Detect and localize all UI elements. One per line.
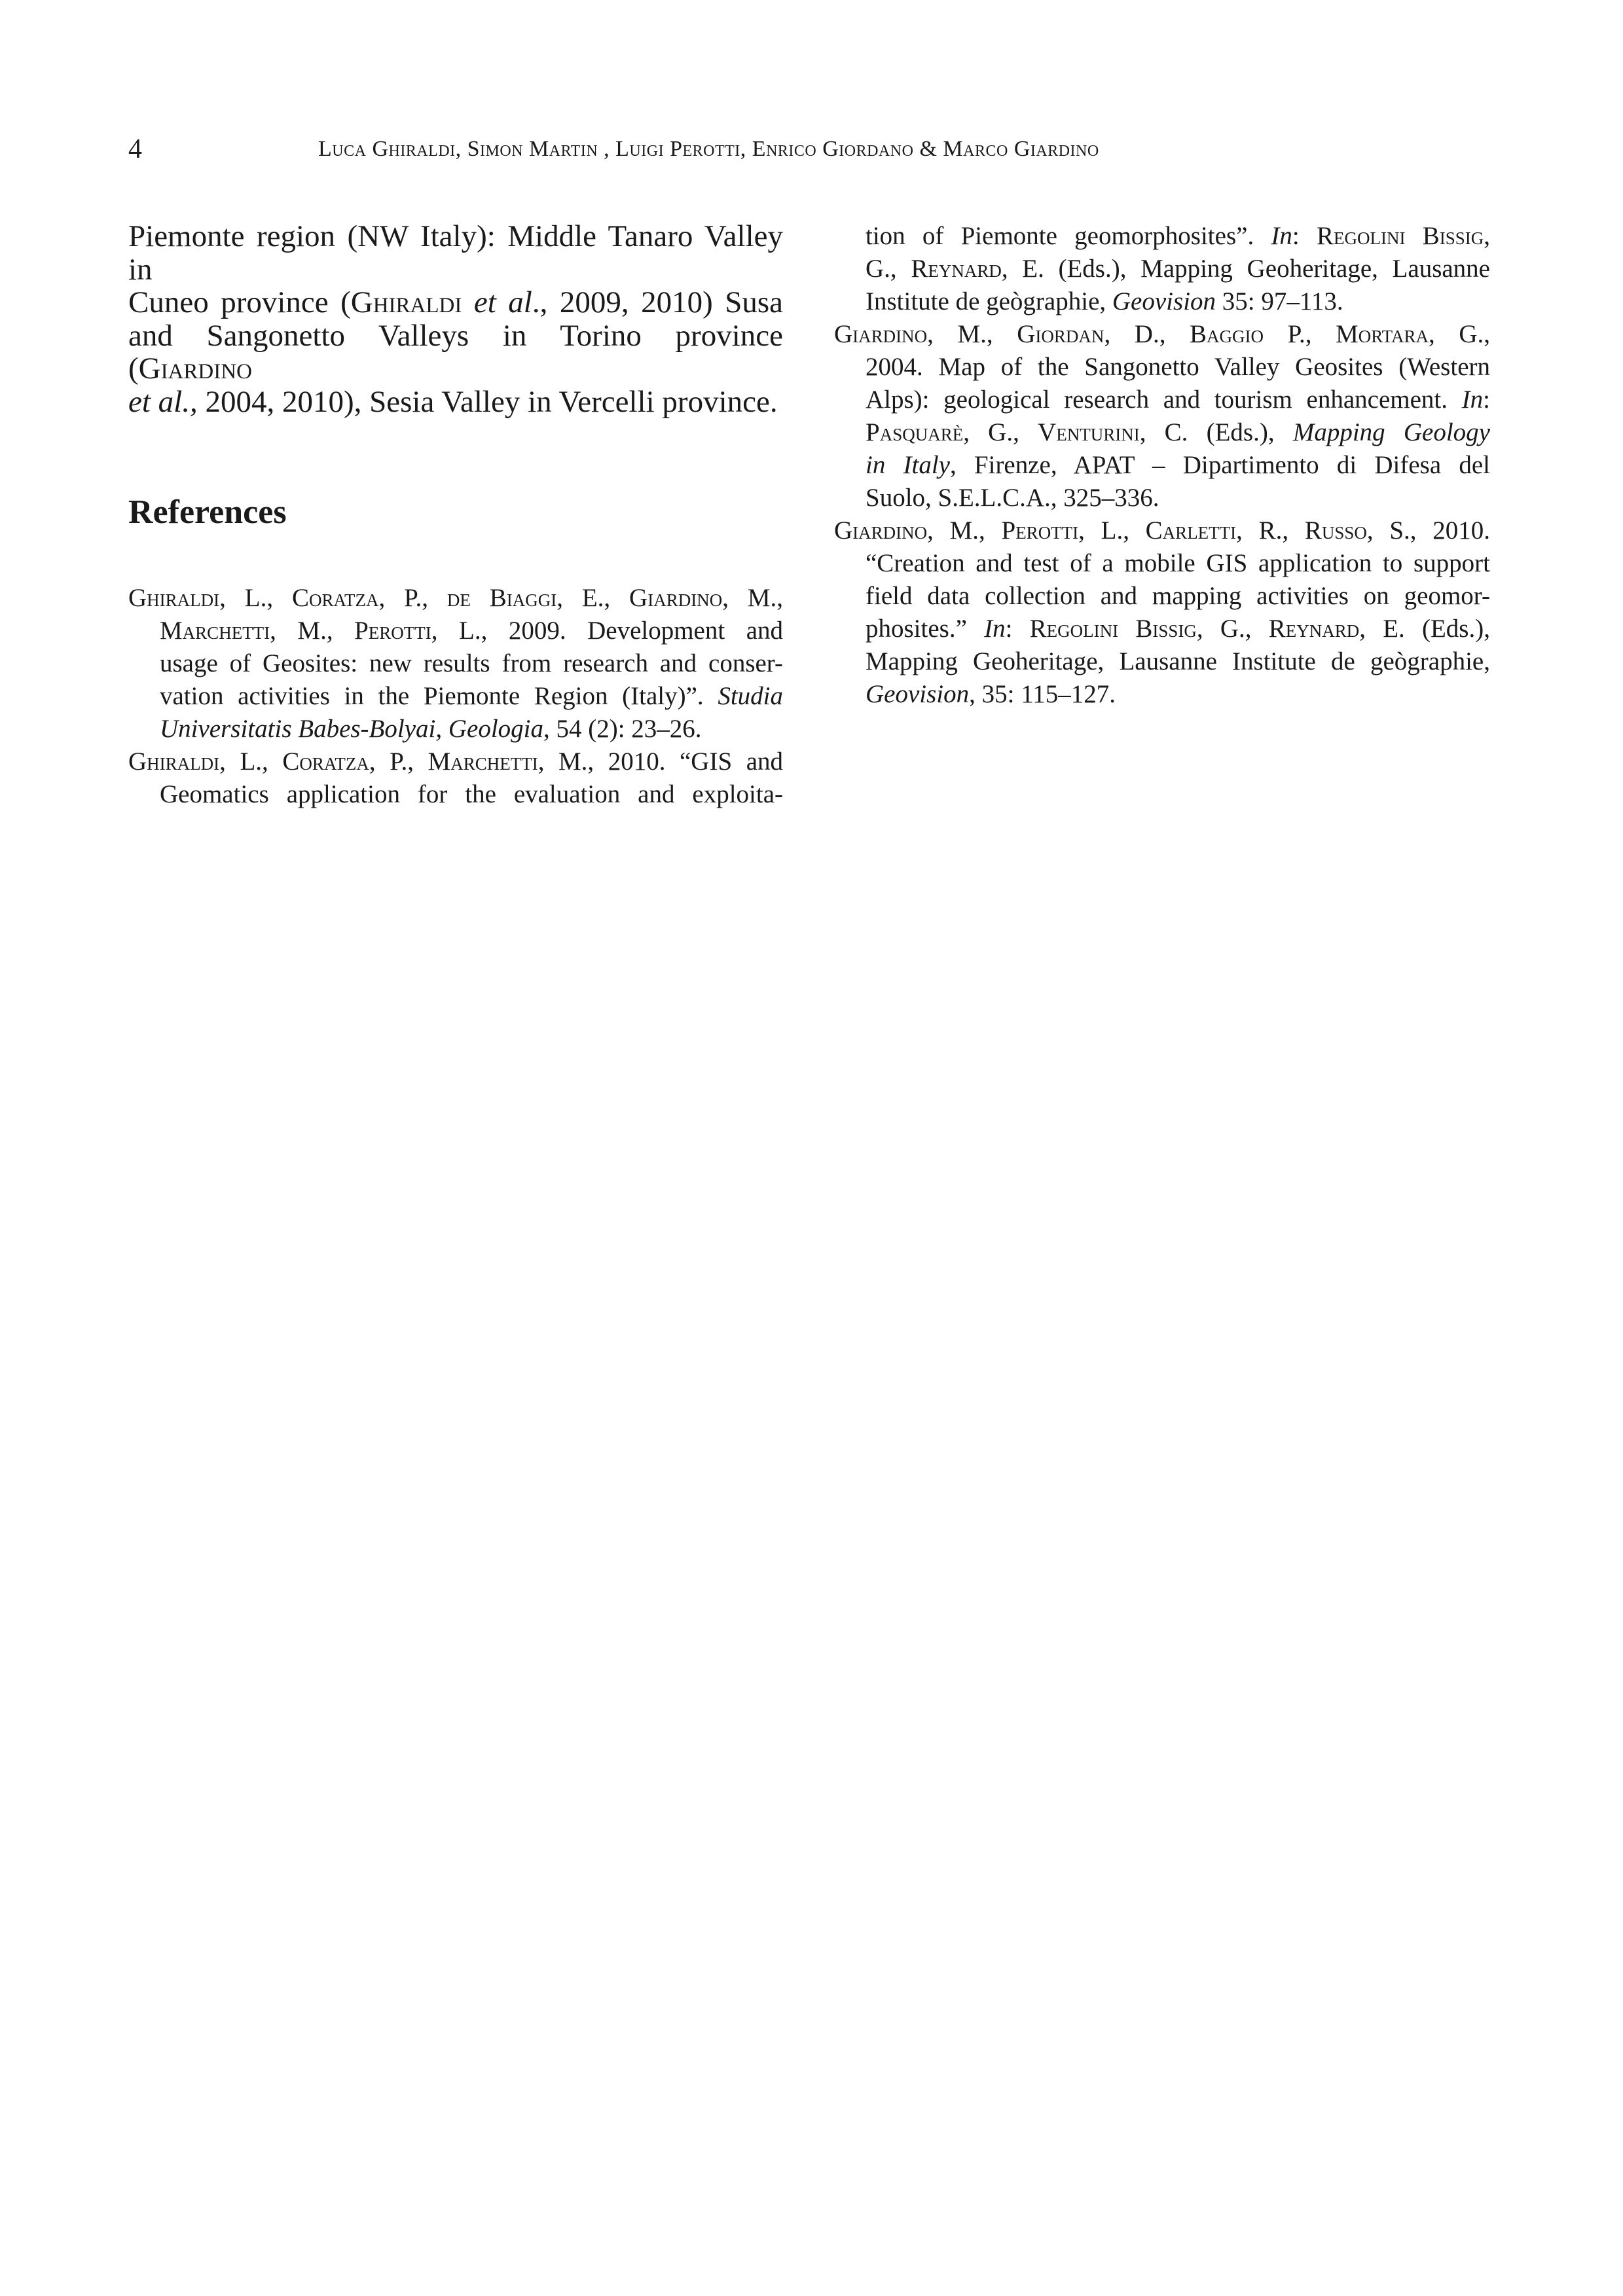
intro-paragraph [128, 220, 783, 418]
reference-text: , Firenze, APAT – Dipartimento di Difesa del [949, 451, 1490, 479]
reference-line [834, 318, 1490, 351]
reference-text: field data collection and mapping activities on geomor- [866, 582, 1490, 610]
reference-entry [834, 220, 1490, 318]
reference-line [834, 220, 1490, 253]
reference-text: , L., [219, 747, 283, 776]
reference-text: , M., [927, 320, 1017, 348]
author-name: Pasquarè [866, 418, 964, 446]
author-name: Ghiraldi [128, 747, 220, 776]
author-name: Regolini Bissig [1029, 615, 1197, 643]
reference-text: Geomatics application for the evaluation and exploita- [160, 780, 783, 808]
reference-text: , P., [369, 747, 428, 776]
page-number: 4 [128, 134, 142, 164]
author-name: Coratza [282, 747, 369, 776]
author-name: Russo [1304, 516, 1367, 545]
reference-line [128, 615, 783, 647]
reference-text: , 54 (2): 23–26. [543, 715, 702, 743]
reference-text: Universitatis Babes-Bolyai, Geologia [160, 715, 543, 743]
reference-line [834, 613, 1490, 645]
author-name: Coratza [291, 584, 379, 612]
running-head-authors: Luca Ghiraldi, Simon Martin , Luigi Perotti, Enrico Giordano & Marco Giardino [318, 137, 1099, 161]
reference-entry [128, 582, 783, 745]
reference-text: : [1483, 386, 1490, 414]
reference-text: , S., 2010. [1366, 516, 1490, 545]
reference-text: , G., [1428, 320, 1490, 348]
reference-text: In [1271, 222, 1292, 250]
reference-text: phosites.” [866, 615, 985, 643]
reference-line [834, 384, 1490, 416]
reference-text: In [984, 615, 1006, 643]
reference-text: tion of Piemonte geomorphosites”. [866, 222, 1271, 250]
reference-entry [834, 318, 1490, 514]
reference-text: , M., 2010. “GIS and [538, 747, 783, 776]
reference-text: , L., 2009. Development and [431, 617, 784, 645]
reference-text: P., [1264, 320, 1336, 348]
reference-text: , M., [270, 617, 355, 645]
reference-text: Geovision [1112, 287, 1216, 315]
reference-text: 2004. Map of the Sangonetto Valley Geosites (Western [866, 353, 1490, 381]
reference-line [128, 582, 783, 615]
author-name: Giordan [1017, 320, 1104, 348]
reference-line [834, 645, 1490, 678]
reference-text: in Italy [866, 451, 950, 479]
reference-text: , M., [927, 516, 1002, 545]
reference-text: , D., [1104, 320, 1190, 348]
reference-text: Geovision [866, 680, 970, 708]
reference-text: : [1292, 222, 1317, 250]
intro-line: and Sangonetto Valleys in Torino province (Giardino [128, 318, 783, 386]
reference-line [128, 778, 783, 811]
reference-text: , G., [1196, 615, 1269, 643]
left-column [128, 220, 783, 811]
reference-text: , M., [722, 584, 784, 612]
reference-text: Alps): geological research and tourism enhancement. [866, 386, 1462, 414]
reference-text: “Creation and test of a mobile GIS application to support [866, 549, 1490, 577]
author-name: de Biaggi [447, 584, 557, 612]
reference-text: , C. (Eds.), [1139, 418, 1293, 446]
reference-line [834, 678, 1490, 711]
author-name: Mortara [1336, 320, 1429, 348]
reference-line [834, 285, 1490, 318]
reference-entry [834, 514, 1490, 711]
author-name: Reynard [1268, 615, 1360, 643]
reference-list-right [834, 220, 1490, 711]
reference-text: Studia [718, 682, 783, 710]
reference-text: G., [866, 255, 911, 283]
author-name: Ghiraldi [128, 584, 220, 612]
author-name: Regolini Bissig [1317, 222, 1484, 250]
author-name: Marchetti [428, 747, 538, 776]
author-name: Giardino [834, 320, 928, 348]
reference-list-left [128, 582, 783, 811]
reference-text: , G., [963, 418, 1038, 446]
author-name: Giardino [138, 351, 252, 386]
reference-text: 35: 97–113. [1216, 287, 1343, 315]
reference-line [834, 547, 1490, 580]
reference-line [834, 416, 1490, 449]
reference-line [834, 351, 1490, 384]
reference-text: , L., [1078, 516, 1146, 545]
reference-text: Suolo, S.E.L.C.A., 325–336. [866, 484, 1159, 512]
author-name: Perotti [1001, 516, 1079, 545]
reference-text: , L., [219, 584, 292, 612]
author-name: Giardino [629, 584, 723, 612]
reference-line [834, 253, 1490, 285]
author-name: Giardino [834, 516, 928, 545]
reference-line [834, 514, 1490, 547]
reference-text: , 35: 115–127. [969, 680, 1116, 708]
reference-text: usage of Geosites: new results from research and conser- [160, 649, 783, 677]
reference-entry [128, 745, 783, 811]
intro-line: Piemonte region (NW Italy): Middle Tanaro Valley in [128, 219, 783, 287]
reference-text: Mapping Geology [1292, 418, 1490, 446]
reference-text: , R., [1236, 516, 1305, 545]
author-name: Reynard [911, 255, 1002, 283]
reference-line [128, 745, 783, 778]
author-name: Perotti [354, 617, 431, 645]
reference-text: , P., [378, 584, 447, 612]
author-name: Marchetti [160, 617, 270, 645]
reference-text: : [1005, 615, 1030, 643]
author-name: Carletti [1145, 516, 1237, 545]
reference-text: Mapping Geoheritage, Lausanne Institute de geògraphie, [866, 647, 1490, 675]
reference-line [834, 482, 1490, 514]
intro-line: Cuneo province (Ghiraldi et al., 2009, 2010) Susa [128, 285, 784, 319]
reference-text: , [1484, 222, 1490, 250]
reference-line [128, 713, 783, 745]
reference-text: Institute de geògraphie, [866, 287, 1112, 315]
reference-text: In [1461, 386, 1484, 414]
reference-text: , E. (Eds.), [1359, 615, 1490, 643]
reference-text: vation activities in the Piemonte Region (Italy)”. [160, 682, 718, 710]
reference-line [834, 580, 1490, 613]
references-heading: References [128, 493, 287, 531]
author-name: Venturini [1038, 418, 1140, 446]
reference-line [128, 647, 783, 680]
author-name: Ghiraldi [350, 285, 462, 319]
intro-line: et al., 2004, 2010), Sesia Valley in Vercelli province. [128, 384, 778, 419]
reference-text: , E. (Eds.), Mapping Geoheritage, Lausanne [1001, 255, 1490, 283]
reference-line [834, 449, 1490, 482]
reference-line [128, 680, 783, 713]
reference-text: , E., [556, 584, 630, 612]
author-name: Baggio [1190, 320, 1264, 348]
